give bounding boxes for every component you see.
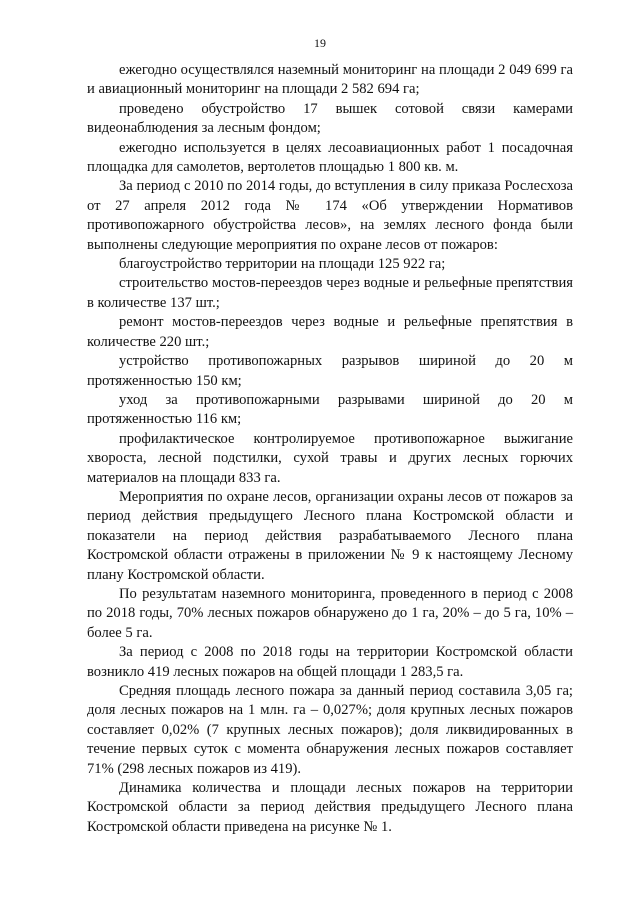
paragraph-controlled-burning: профилактическое контролируемое противопожарное выжигание хвороста, лесной подстилки, сухой травы и других лесных горючих материалов на площади 833 га. [87, 430, 573, 486]
paragraph-firebreak-construction: устройство противопожарных разрывов шириной до 20 м протяженностью 150 км; [87, 353, 573, 389]
paragraph-territory-improvement: благоустройство территории на площади 125 922 га; [119, 256, 446, 273]
paragraph-average-fire-area: Средняя площадь лесного пожара за данный период составила 3,05 га; доля лесных пожаров на 1 млн. га – 0,027%; доля крупных лесных пожаров составляет 0,02% (7 крупных лесных пожаров); доля ликвидированных в течение первых суток с момента обнаружения лесных пожаров составляет 71% (298 лесных пожаров из 419). [87, 683, 573, 777]
paragraph-bridge-construction: строительство мостов-переездов через водные и рельефные препятствия в количестве 137 шт.; [87, 275, 573, 311]
paragraph-bridge-repair: ремонт мостов-переездов через водные и рельефные препятствия в количестве 220 шт.; [87, 314, 573, 350]
document-body [87, 61, 573, 837]
paragraph-camera-towers: проведено обустройство 17 вышек сотовой связи камерами видеонаблюдения за лесным фондом; [87, 100, 573, 137]
paragraph-ground-monitoring: ежегодно осуществлялся наземный мониторинг на площади 2 049 699 га и авиационный мониторинг на площади 2 582 694 га; [87, 62, 573, 98]
paragraph-fire-protection-measures: Мероприятия по охране лесов, организации охраны лесов от пожаров за период действия предыдущего Лесного плана Костромской области и показатели на период действия разрабатываемого Лесного плана Костромской области отражены в приложении № 9 к настоящему Лесному плану Костромской области. [87, 488, 573, 583]
paragraph-fire-count: За период с 2008 по 2018 годы на территории Костромской области возникло 419 лесных пожаров на общей площади 1 283,5 га. [87, 644, 573, 680]
paragraph-landing-site: ежегодно используется в целях лесоавиационных работ 1 посадочная площадка для самолетов, вертолетов площадью 1 800 кв. м. [87, 139, 573, 176]
paragraph-monitoring-results: По результатам наземного мониторинга, проведенного в период с 2008 по 2018 годы, 70% лесных пожаров обнаружено до 1 га, 20% – до 5 га, 10% – более 5 га. [87, 585, 573, 641]
paragraph-period-2010-2014: За период с 2010 по 2014 годы, до вступления в силу приказа Рослесхоза от 27 апреля 2012 года № 174 «Об утверждении Нормативов противопожарного обустройства лесов», на землях лесного фонда были выполнены следующие мероприятия по охране лесов от пожаров: [87, 178, 573, 253]
paragraph-firebreak-maintenance: уход за противопожарными разрывами шириной до 20 м протяженностью 116 км; [87, 391, 573, 428]
paragraph-fire-dynamics: Динамика количества и площади лесных пожаров на территории Костромской области за период действия предыдущего Лесного плана Костромской области приведена на рисунке № 1. [87, 780, 573, 835]
page-number: 19 [314, 36, 326, 50]
